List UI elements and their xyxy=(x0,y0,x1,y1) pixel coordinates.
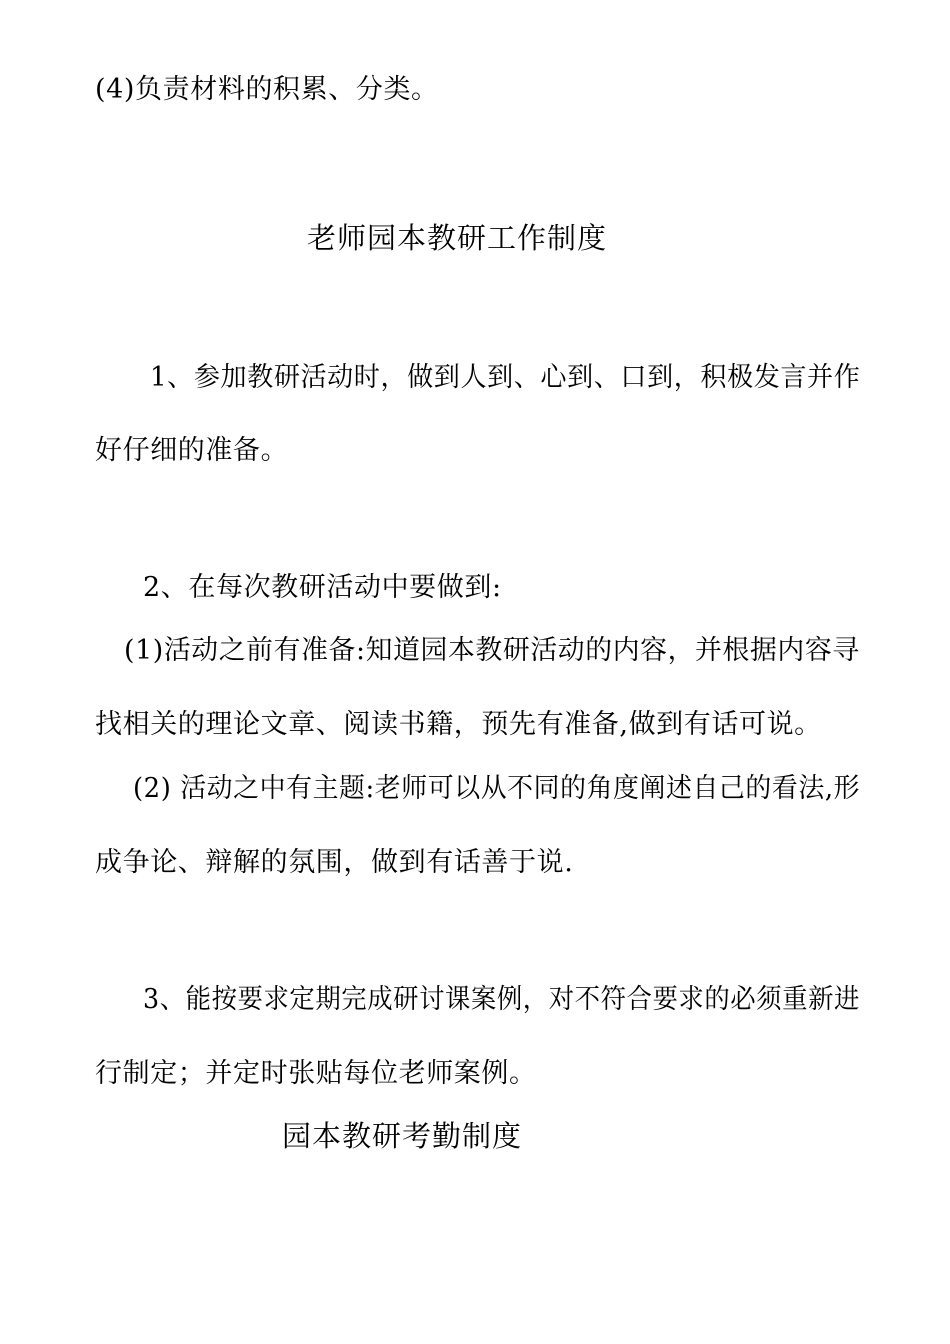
item-3-line-b: 行制定；并定时张贴每位老师案例。 xyxy=(95,1058,537,1089)
item-1-line-a: 1、参加教研活动时，做到人到、心到、口到，积极发言并作 xyxy=(150,362,861,393)
item-2-sub-1-line-b: 找相关的理论文章、阅读书籍，预先有准备,做到有话可说。 xyxy=(95,709,822,740)
item-2-sub-1-line-a: (1)活动之前有准备:知道园本教研活动的内容，并根据内容寻 xyxy=(124,635,860,666)
line-materials-classification: (4)负责材料的积累、分类。 xyxy=(95,74,439,105)
section-heading-teacher-research-system: 老师园本教研工作制度 xyxy=(307,221,608,255)
item-1-line-b: 好仔细的准备。 xyxy=(95,435,289,466)
section-heading-attendance-system: 园本教研考勤制度 xyxy=(282,1119,523,1153)
item-2-sub-2-line-b: 成争论、辩解的氛围，做到有话善于说. xyxy=(95,847,574,878)
item-2-intro: 2、在每次教研活动中要做到: xyxy=(143,572,502,603)
item-3-line-a: 3、能按要求定期完成研讨课案例，对不符合要求的必须重新进 xyxy=(143,984,860,1015)
item-2-sub-2-line-a: (2) 活动之中有主题:老师可以从不同的角度阐述自己的看法,形 xyxy=(133,773,861,804)
